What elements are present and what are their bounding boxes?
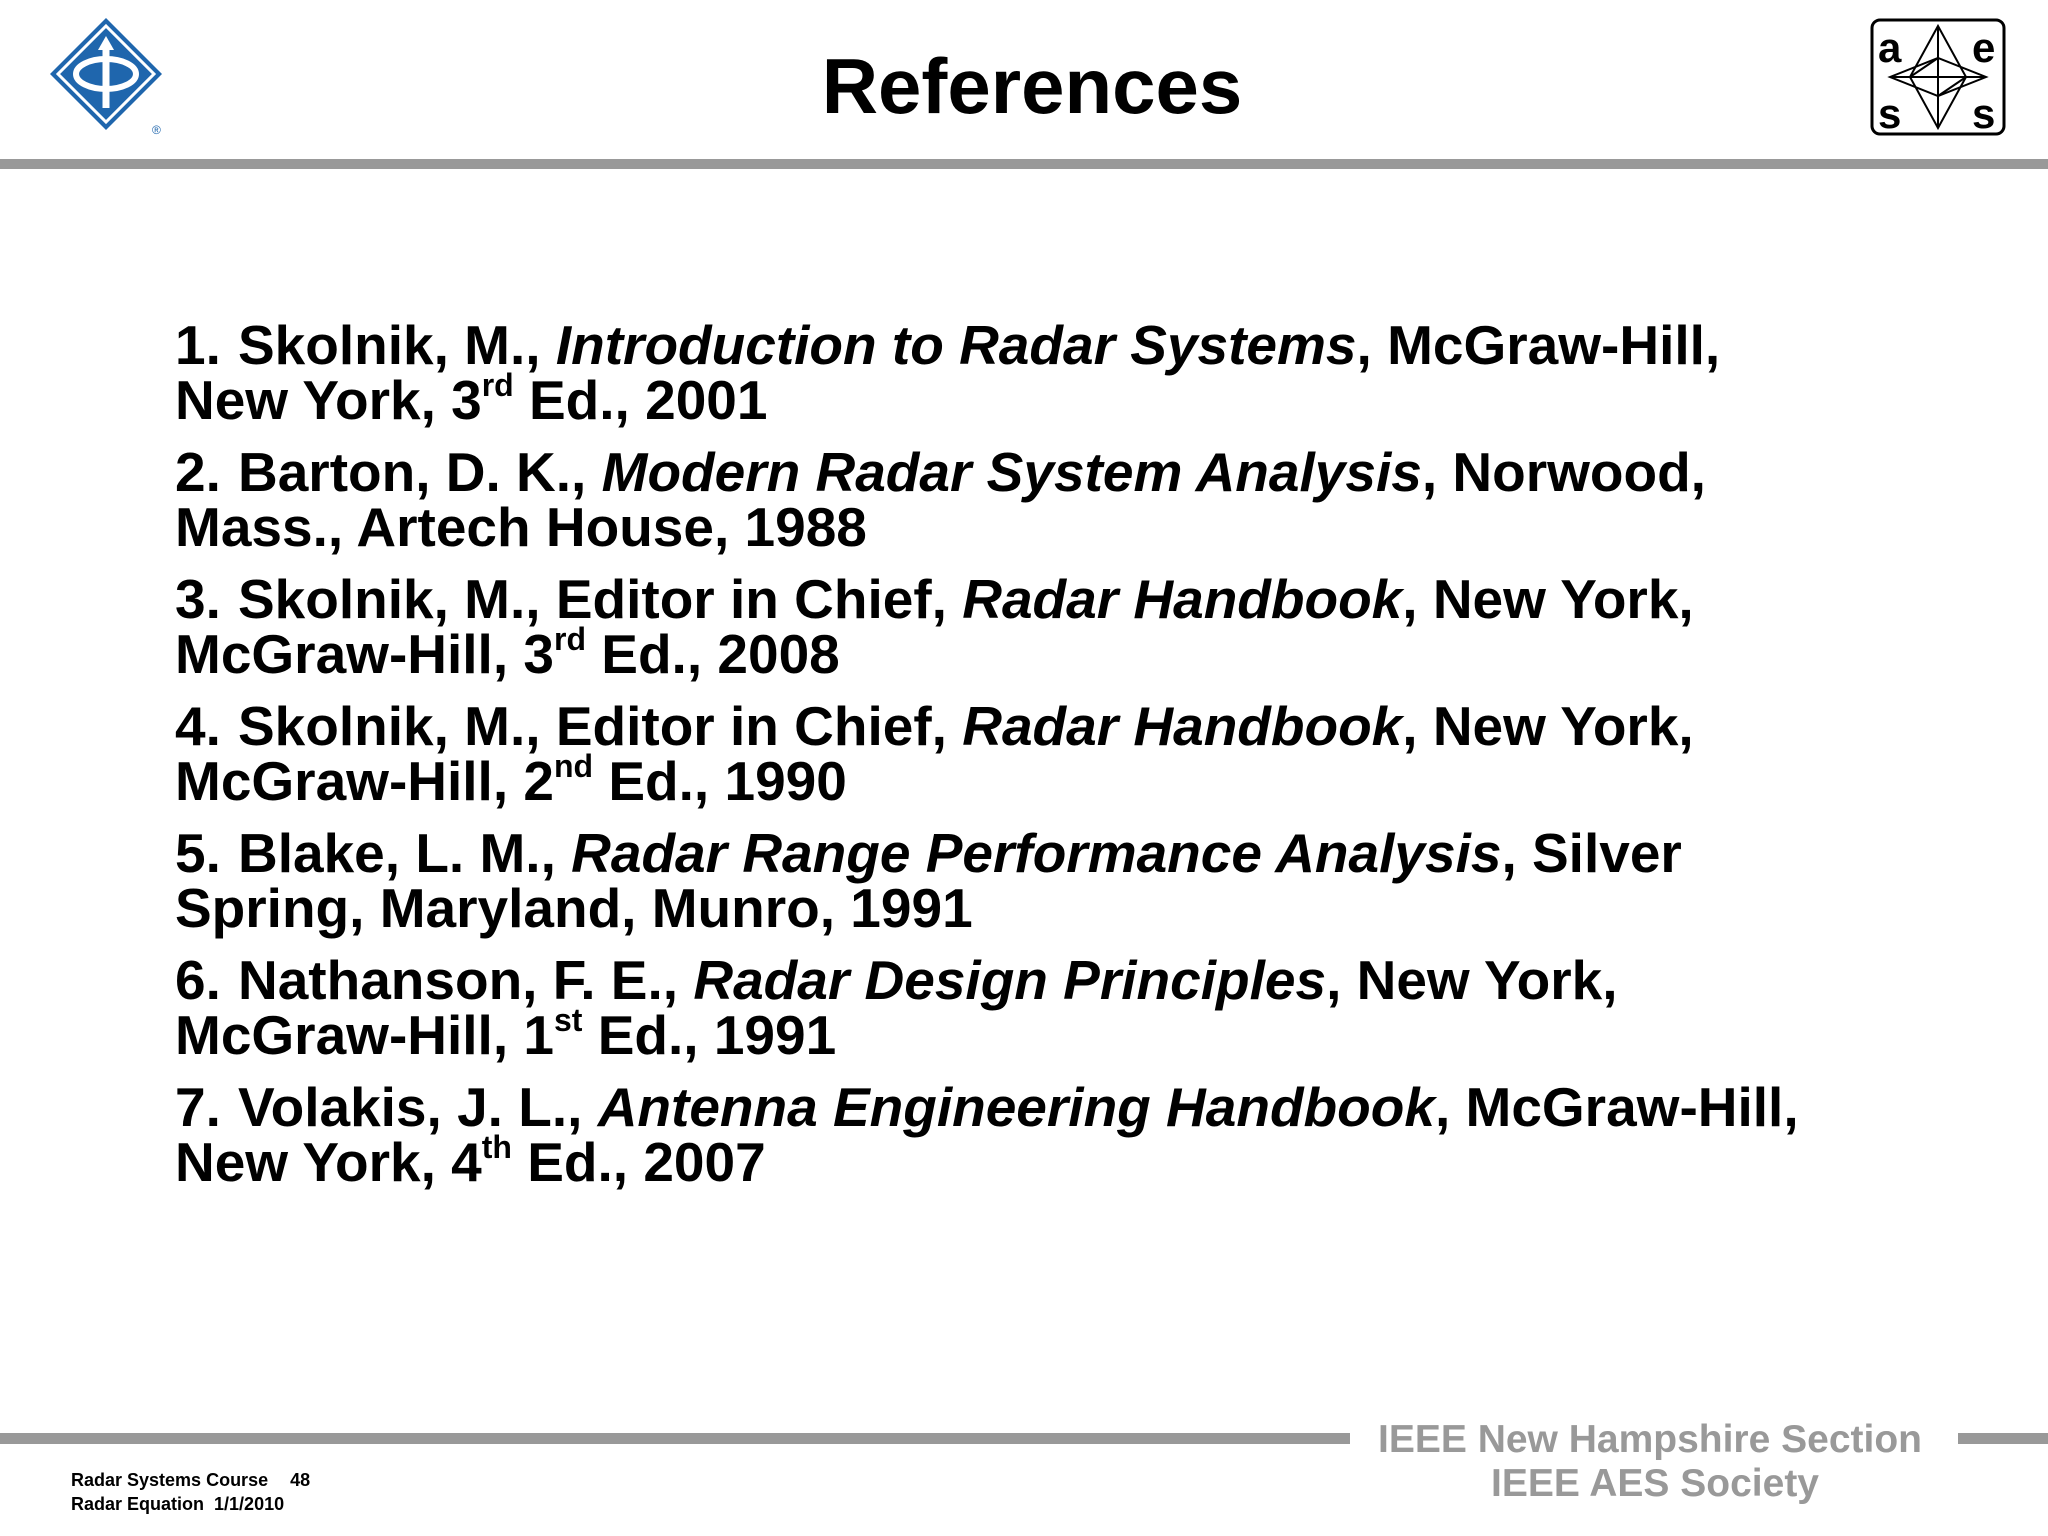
edition-ordinal: rd	[481, 366, 514, 403]
reference-title: Introduction to Radar Systems	[555, 314, 1357, 376]
reference-year: Ed., 1990	[593, 750, 847, 812]
reference-title: Radar Design Principles	[693, 949, 1327, 1011]
reference-author: Skolnik, M., Editor in Chief,	[238, 695, 963, 757]
reference-title: Radar Handbook	[962, 568, 1403, 630]
reference-publisher: , Norwood,	[1421, 441, 1706, 503]
footer-lecture-name: Radar Equation	[71, 1494, 205, 1514]
edition-ordinal: nd	[553, 747, 594, 784]
footer-divider-left	[0, 1433, 1350, 1444]
reference-publisher: , New York,	[1402, 695, 1694, 757]
aes-letter-e: e	[1972, 24, 1996, 71]
aes-letter-a: a	[1878, 24, 1902, 71]
reference-details: McGraw-Hill, 1	[175, 1004, 554, 1066]
reference-author: Barton, D. K.,	[238, 441, 602, 503]
reference-publisher: , McGraw-Hill,	[1356, 314, 1721, 376]
reference-publisher: , New York,	[1326, 949, 1618, 1011]
reference-title: Modern Radar System Analysis	[601, 441, 1422, 503]
reference-details: Spring, Maryland, Munro, 1991	[175, 877, 973, 939]
reference-item	[175, 568, 2015, 685]
reference-author: Blake, L. M.,	[238, 822, 572, 884]
header-divider	[0, 159, 2048, 169]
edition-ordinal: st	[553, 1001, 583, 1038]
footer-course-name: Radar Systems Course	[71, 1470, 269, 1490]
aes-letter-s-right: s	[1972, 90, 1996, 136]
edition-ordinal: th	[481, 1128, 512, 1165]
edition-ordinal: rd	[553, 620, 586, 657]
reference-number: 3.	[175, 568, 221, 630]
reference-item	[175, 695, 2015, 812]
reference-title: Antenna Engineering Handbook	[597, 1076, 1435, 1138]
page-title: References	[821, 42, 1243, 130]
footer-date: 1/1/2010	[214, 1494, 285, 1514]
reference-item	[175, 822, 2015, 939]
reference-publisher: , Silver	[1501, 822, 1682, 884]
reference-number: 2.	[175, 441, 221, 503]
reference-title: Radar Handbook	[962, 695, 1403, 757]
reference-details: New York, 3	[175, 369, 482, 431]
footer-page-number: 48	[290, 1470, 311, 1490]
reference-year: Ed., 1991	[582, 1004, 837, 1066]
reference-number: 4.	[175, 695, 221, 757]
footer-course-info	[71, 1468, 310, 1516]
reference-author: Skolnik, M., Editor in Chief,	[238, 568, 963, 630]
reference-details: McGraw-Hill, 3	[175, 623, 554, 685]
reference-item	[175, 441, 2015, 558]
reference-item	[175, 314, 2015, 431]
reference-item	[175, 1076, 2015, 1193]
registered-mark: ®	[152, 123, 161, 137]
reference-author: Skolnik, M.,	[238, 314, 556, 376]
reference-year: Ed., 2007	[511, 1131, 766, 1193]
reference-year: Ed., 2008	[585, 623, 840, 685]
reference-publisher: , McGraw-Hill,	[1434, 1076, 1799, 1138]
reference-author: Nathanson, F. E.,	[238, 949, 694, 1011]
reference-number: 7.	[175, 1076, 221, 1138]
reference-details: New York, 4	[175, 1131, 482, 1193]
reference-year: Ed., 2001	[513, 369, 768, 431]
reference-author: Volakis, J. L.,	[238, 1076, 598, 1138]
reference-item	[175, 949, 2015, 1066]
aes-logo	[1870, 18, 2006, 136]
reference-number: 1.	[175, 314, 221, 376]
reference-details: McGraw-Hill, 2	[175, 750, 554, 812]
reference-number: 5.	[175, 822, 221, 884]
reference-number: 6.	[175, 949, 221, 1011]
references-list	[175, 314, 2015, 1207]
aes-letter-s-left: s	[1878, 90, 1902, 136]
reference-title: Radar Range Performance Analysis	[571, 822, 1502, 884]
footer-org-section: IEEE New Hampshire Section	[1377, 1418, 1922, 1461]
reference-publisher: , New York,	[1402, 568, 1694, 630]
footer-org-society: IEEE AES Society	[1490, 1462, 1819, 1505]
reference-details: Mass., Artech House, 1988	[175, 496, 867, 558]
footer-divider-right	[1958, 1433, 2048, 1444]
